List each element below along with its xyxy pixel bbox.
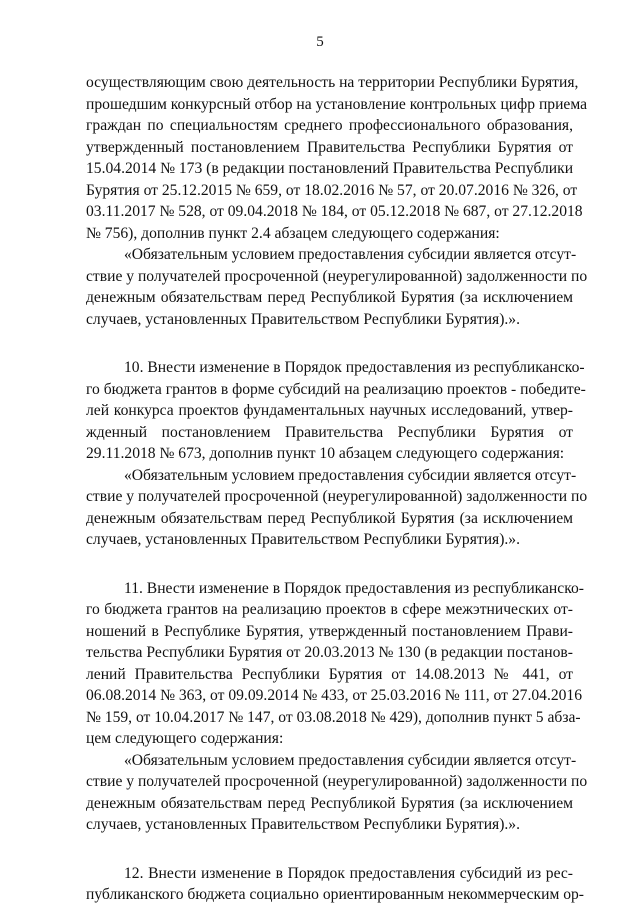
item-10 (86, 357, 586, 465)
text-line: денежным обязательствам перед Республикой Бурятия (за исключением (86, 509, 573, 527)
text-line: ствие у получателей просроченной (неурегулированной) задолженности по (86, 267, 588, 285)
text-line: прошедшим конкурсный отбор на установление контрольных цифр приема (86, 95, 588, 113)
paragraph-spacer (86, 836, 573, 863)
text-line: «Обязательным условием предоставления субсидии является отсут- (124, 246, 577, 263)
text-line: лений Правительства Республики Бурятия от 14.08.2013 № 441, от (86, 665, 573, 683)
text-line: ствие у получателей просроченной (неурегулированной) задолженности по (86, 488, 588, 505)
text-line: случаев, установленных Правительством Республики Бурятия).». (86, 531, 521, 548)
text-line: № 159, от 10.04.2017 № 147, от 03.08.2018 № 429), дополнив пункт 5 абза- (86, 708, 581, 726)
text-line: 29.11.2018 № 673, дополнив пункт 10 абзацем следующего содержания: (86, 445, 565, 462)
text-line: лей конкурса проектов фундаментальных научных исследований, утвер- (86, 402, 573, 419)
quoted-clause (86, 465, 588, 551)
text-line: го бюджета грантов в форме субсидий на реализацию проектов - победите- (86, 380, 586, 398)
text-line: жденный постановлением Правительства Республики Бурятия от (86, 423, 573, 441)
text-line: случаев, установленных Правительством Республики Бурятия).». (86, 310, 521, 328)
text-line: тельства Республики Бурятия от 20.03.2013 № 130 (в редакции постанов- (86, 644, 573, 661)
text-line: 15.04.2014 № 173 (в редакции постановлений Правительства Республики (86, 160, 574, 177)
text-line: 12. Внести изменение в Порядок предоставления субсидий из рес- (124, 864, 573, 882)
text-line: случаев, установленных Правительством Республики Бурятия).». (86, 816, 521, 833)
paragraph-spacer (86, 551, 573, 578)
item-12 (86, 863, 584, 906)
item-11 (86, 578, 584, 750)
text-line: «Обязательным условием предоставления субсидии является отсут- (124, 466, 577, 484)
text-line: публиканского бюджета социально ориентированным некоммерческим ор- (86, 886, 584, 903)
text-line: № 756), дополнив пункт 2.4 абзацем следующего содержания: (86, 224, 500, 242)
text-line: денежным обязательствам перед Республикой Бурятия (за исключением (86, 794, 573, 812)
text-line: ствие у получателей просроченной (неурегулированной) задолженности по (86, 773, 588, 790)
text-line: го бюджета грантов на реализацию проектов в сфере межэтнических от- (86, 601, 573, 618)
text-line: 06.08.2014 № 363, от 09.09.2014 № 433, от 25.03.2016 № 111, от 27.04.2016 (86, 687, 583, 704)
text-line: 03.11.2017 № 528, от 09.04.2018 № 184, от 05.12.2018 № 687, от 27.12.2018 (86, 203, 583, 220)
text-line: 10. Внести изменение в Порядок предоставления из республиканско- (124, 359, 585, 376)
page-number: 5 (316, 34, 324, 50)
document-body (86, 72, 588, 906)
quoted-clause (86, 244, 588, 330)
text-line: утвержденный постановлением Правительства Республики Бурятия от (86, 138, 573, 156)
text-line: 11. Внести изменение в Порядок предоставления из республиканско- (124, 579, 584, 597)
paragraph-spacer (86, 330, 573, 357)
text-line: Бурятия от 25.12.2015 № 659, от 18.02.2016 № 57, от 20.07.2016 № 326, от (86, 181, 578, 199)
text-line: цем следующего содержания: (86, 730, 284, 747)
text-line: ношений в Республике Бурятия, утвержденный постановлением Прави- (86, 622, 573, 640)
quoted-clause (86, 750, 588, 836)
text-line: осуществляющим свою деятельность на территории Республики Бурятия, (86, 74, 579, 91)
text-line: «Обязательным условием предоставления субсидии является отсут- (124, 751, 577, 769)
paragraph-continuation (86, 72, 588, 244)
text-line: денежным обязательствам перед Республикой Бурятия (за исключением (86, 289, 573, 306)
text-line: граждан по специальностям среднего профессионального образования, (86, 117, 573, 134)
